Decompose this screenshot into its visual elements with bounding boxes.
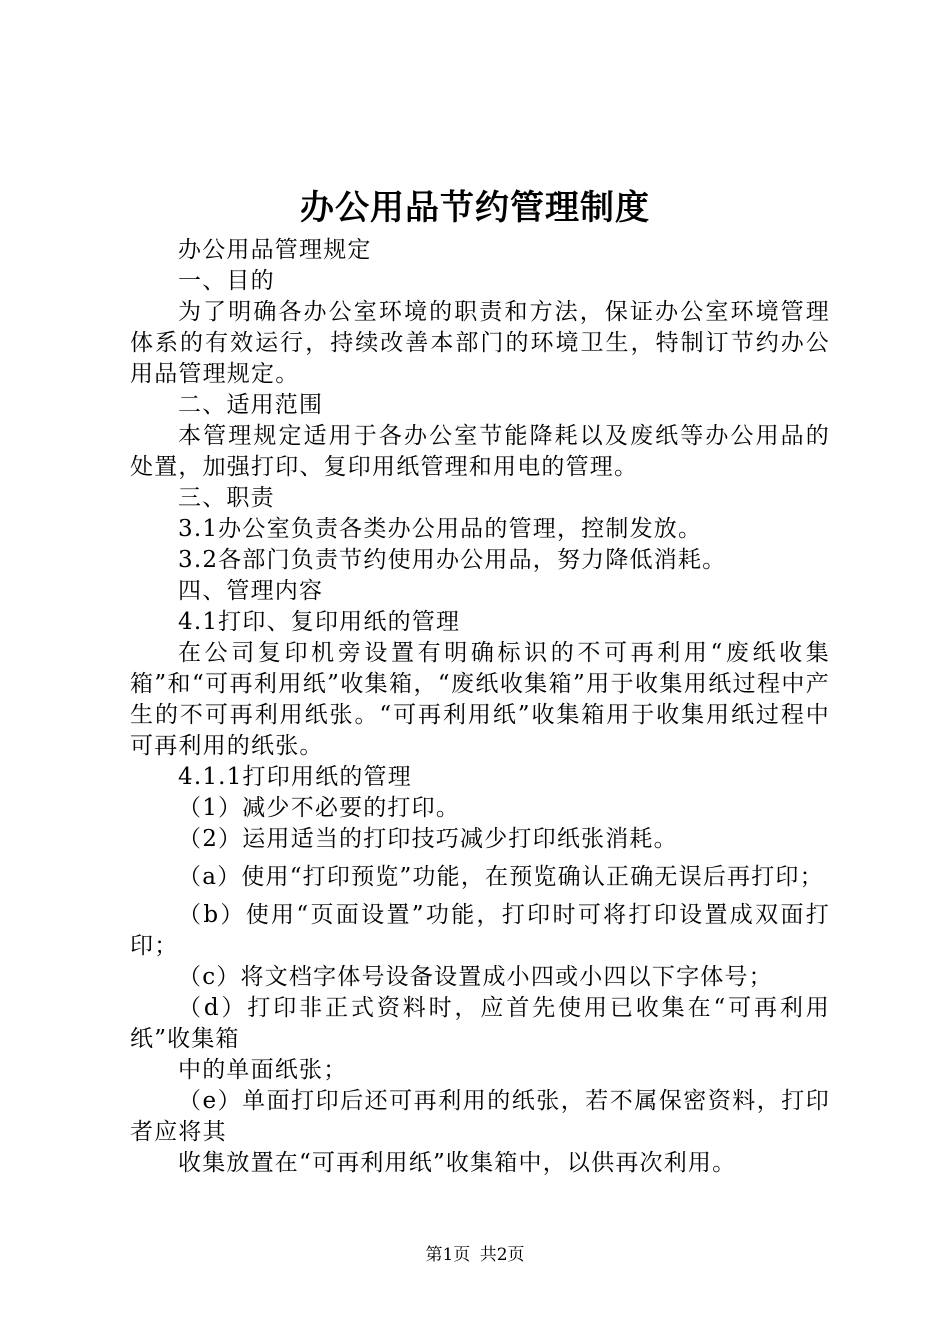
paragraph: 为了明确各办公室环境的职责和方法，保证办公室环境管理体系的有效运行，持续改善本部门的环境卫生，特制订节约办公用品管理规定。 [130, 299, 830, 387]
list-item: （b）使用“页面设置”功能，打印时可将打印设置成双面打印； [130, 902, 830, 959]
paragraph: 3.1办公室负责各类办公用品的管理，控制发放。 [178, 516, 703, 542]
section-heading: 四、管理内容 [178, 578, 324, 604]
paragraph: 本管理规定适用于各办公室节能降耗以及废纸等办公用品的处置，加强打印、复印用纸管理和用电的管理。 [130, 423, 830, 480]
paragraph: 在公司复印机旁设置有明确标识的不可再利用“废纸收集箱”和“可再利用纸”收集箱，“废纸收集箱”用于收集用纸过程中产生的不可再利用纸张。“可再利用纸”收集箱用于收集用纸过程中可再利用的纸张。 [130, 640, 830, 759]
paragraph: 办公用品管理规定 [178, 237, 372, 263]
paragraph: 中的单面纸张； [178, 1057, 348, 1083]
page-number: 第1页 [425, 1245, 471, 1265]
list-item: （1）减少不必要的打印。 [178, 795, 461, 821]
list-item: （c）将文档字体号设备设置成小四或小四以下字体号； [178, 964, 773, 990]
section-heading: 三、职责 [178, 485, 275, 511]
page-footer [0, 1241, 950, 1269]
list-item: （d）打印非正式资料时，应首先使用已收集在“可再利用纸”收集箱 [130, 995, 830, 1052]
page-total: 共2页 [479, 1245, 525, 1265]
list-item: （a）使用“打印预览”功能，在预览确认正确无误后再打印； [178, 864, 824, 890]
section-heading: 一、目的 [178, 268, 275, 294]
list-item: （2）运用适当的打印技巧减少打印纸张消耗。 [178, 826, 678, 852]
section-heading: 二、适用范围 [178, 392, 324, 418]
document-title: 办公用品节约管理制度 [300, 188, 650, 228]
list-item: （e）单面打印后还可再利用的纸张，若不属保密资料，打印者应将其 [130, 1088, 830, 1145]
document-body [130, 235, 830, 1179]
subsection-heading: 4.1.1打印用纸的管理 [178, 764, 412, 790]
paragraph: 收集放置在“可再利用纸”收集箱中，以供再次利用。 [178, 1150, 737, 1176]
subsection-heading: 4.1打印、复印用纸的管理 [178, 609, 461, 635]
paragraph: 3.2各部门负责节约使用办公用品，努力降低消耗。 [178, 547, 727, 573]
